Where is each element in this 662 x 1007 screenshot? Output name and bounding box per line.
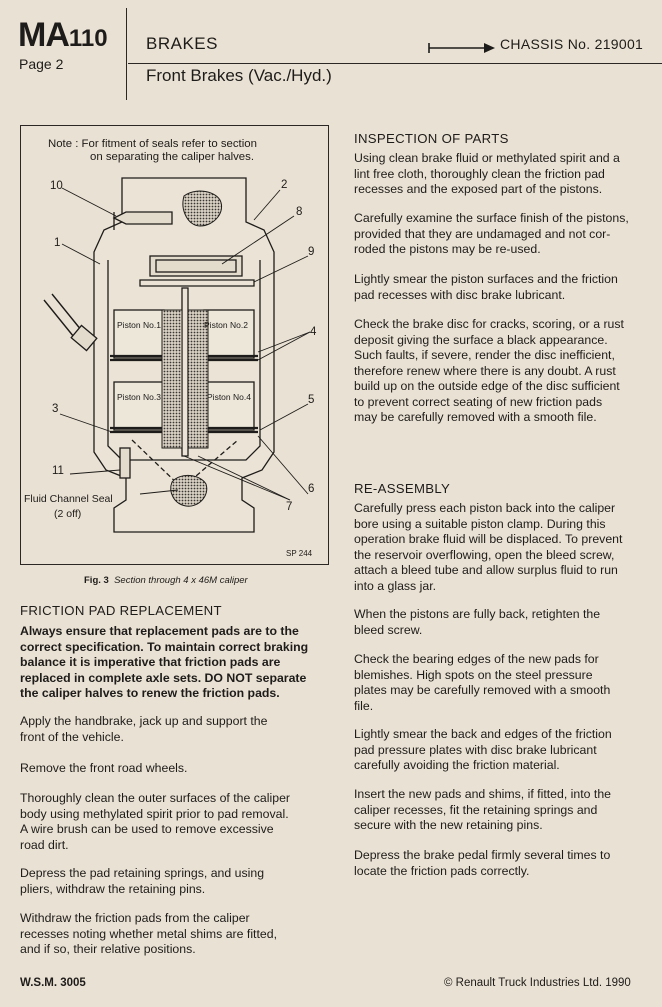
figure-ref: SP 244 [286,549,313,558]
text-line: Check the brake disc for cracks, scoring, or a rust [354,317,624,331]
piston-label: Piston No.3 [117,392,161,402]
paragraph [354,272,654,303]
text-line: pliers, withdraw the retaining pins. [20,881,206,896]
paragraph-bold [20,624,320,702]
paragraph [354,211,654,258]
text-line: road dirt. [20,837,69,852]
callout-number: 3 [52,403,59,415]
callout-number: 9 [308,246,315,258]
page-number: Page 2 [19,56,64,72]
figure-caption-label: Fig. 3 [84,575,109,586]
piston-label: Piston No.2 [204,320,248,330]
section-title: BRAKES [146,34,218,53]
callout-number: 4 [310,326,317,338]
text-line: Check the bearing edges of the new pads for [354,652,599,666]
paragraph [354,787,654,834]
paragraph [20,866,320,897]
paragraph [20,761,320,777]
text-line: plates may be carefully removed with a smooth [354,683,611,697]
paragraph [354,501,654,594]
text-line: Always ensure that replacement pads are to the [20,624,299,638]
text-line: Depress the brake pedal firmly several times to [354,848,611,862]
text-line: the reservoir overflowing, open the bleed screw, [354,547,615,562]
text-line: correct specification. To maintain correct braking [20,639,309,654]
text-line: Carefully examine the surface finish of the pistons, [354,211,629,225]
text-line: caliper recesses, fit the retaining springs and [354,802,598,817]
chassis-number: CHASSIS No. 219001 [500,36,644,52]
friction-pad-left [162,310,182,448]
text-line: Insert the new pads and shims, if fitted, into the [354,787,612,801]
text-line: lint free cloth, thoroughly clean the friction pad [354,166,605,181]
text-line: into a glass jar. [354,578,437,593]
figure-note-line: Note : For fitment of seals refer to section [48,138,257,150]
paragraph [20,791,320,853]
text-line: recesses and the exposed part of the pistons. [354,182,603,196]
text-line: the caliper halves to renew the friction pads. [20,686,280,700]
footer-copyright: © Renault Truck Industries Ltd. 1990 [444,977,631,989]
paragraph [354,317,654,426]
text-line: secure with the new retaining pins. [354,818,543,832]
piston-label: Piston No.4 [207,392,251,402]
text-line: Such faults, if severe, render the disc inefficient, [354,348,615,362]
callout-number: 7 [286,501,293,513]
text-line: attach a bleed tube and allow surplus fluid to run [354,563,618,577]
paragraph [354,652,654,714]
paragraph [354,151,654,198]
text-line: carefully avoiding the friction material. [354,758,560,772]
reassembly-heading: RE-ASSEMBLY [354,481,451,496]
text-line: build up on the outside edge of the disc sufficient [354,379,620,393]
text-line: Carefully press each piston back into the caliper [354,501,616,515]
text-line: Lightly smear the back and edges of the friction [354,727,612,741]
text-line: file. [354,698,374,713]
callout-number: 6 [308,483,315,495]
arrow-right-icon [428,41,496,55]
text-line: A wire brush can be used to remove excessive [20,822,274,836]
manual-code [18,18,108,52]
paragraph [354,727,654,774]
text-line: blemishes. High spots on the steel pressure [354,667,593,682]
text-line: Withdraw the friction pads from the caliper [20,911,250,925]
paragraph [20,911,320,958]
text-line: deposit giving the surface a black appearance. [354,332,608,347]
text-line: therefore renew where there is any doubt. A rust [354,363,616,378]
friction-pad-heading: FRICTION PAD REPLACEMENT [20,603,222,618]
text-line: bore using a suitable piston clamp. During this [354,516,606,531]
callout-number: 8 [296,206,303,218]
callout-number: 1 [54,237,61,249]
text-line: locate the friction pads correctly. [354,863,530,878]
header-vertical-rule [126,8,127,100]
paragraph [354,607,654,638]
text-line: When the pistons are fully back, retighten the [354,607,601,621]
figure-note-line: on separating the caliper halves. [90,151,255,163]
left-paragraphs [20,624,320,702]
friction-pad-right [188,310,208,448]
text-line: and if so, their relative positions. [20,942,196,956]
callout-number: 2 [281,179,288,191]
text-line: balance it is imperative that friction pads are [20,655,281,669]
seal-label-line: (2 off) [54,508,82,520]
piston-label: Piston No.1 [117,320,161,330]
figure-caption [84,575,248,586]
page-subtitle: Front Brakes (Vac./Hyd.) [146,66,332,85]
text-line: Depress the pad retaining springs, and using [20,866,265,880]
text-line: recesses noting whether metal shims are fitted, [20,926,277,941]
paragraph [354,848,654,879]
header-horizontal-rule [128,63,662,64]
text-line: Apply the handbrake, jack up and support the [20,714,268,728]
seal-label-line: Fluid Channel Seal [24,493,113,505]
footer-manual-ref: W.S.M. 3005 [20,977,86,989]
text-line: Remove the front road wheels. [20,761,188,775]
text-line: body using methylated spirit prior to pad removal. [20,806,289,821]
text-line: pad recesses with disc brake lubricant. [354,287,566,302]
text-line: operation brake fluid will be displaced. To prevent [354,532,623,546]
figure-caption-text: Section through 4 x 46M caliper [114,575,248,586]
manual-code-number: 110 [68,25,108,52]
text-line: Lightly smear the piston surfaces and the friction [354,272,618,286]
text-line: may be carefully removed with a smooth file. [354,410,597,424]
paragraph [20,714,320,745]
text-line: roded the pistons may be re-used. [354,242,541,256]
text-line: replaced in complete axle sets. DO NOT separate [20,670,307,685]
callout-number: 5 [308,394,315,406]
text-line: to prevent correct seating of new friction pads [354,394,603,409]
callout-number: 10 [50,180,63,192]
text-line: front of the vehicle. [20,729,124,744]
inspection-heading: INSPECTION OF PARTS [354,131,509,146]
text-line: pad pressure plates with disc brake lubricant [354,742,597,757]
text-line: bleed screw. [354,622,423,637]
text-line: provided that they are undamaged and not cor- [354,226,611,241]
callout-number: 11 [52,465,64,477]
text-line: Thoroughly clean the outer surfaces of the caliper [20,791,291,805]
text-line: Using clean brake fluid or methylated spirit and a [354,151,620,165]
manual-code-prefix: MA [18,16,69,54]
caliper-section-diagram [22,160,327,560]
